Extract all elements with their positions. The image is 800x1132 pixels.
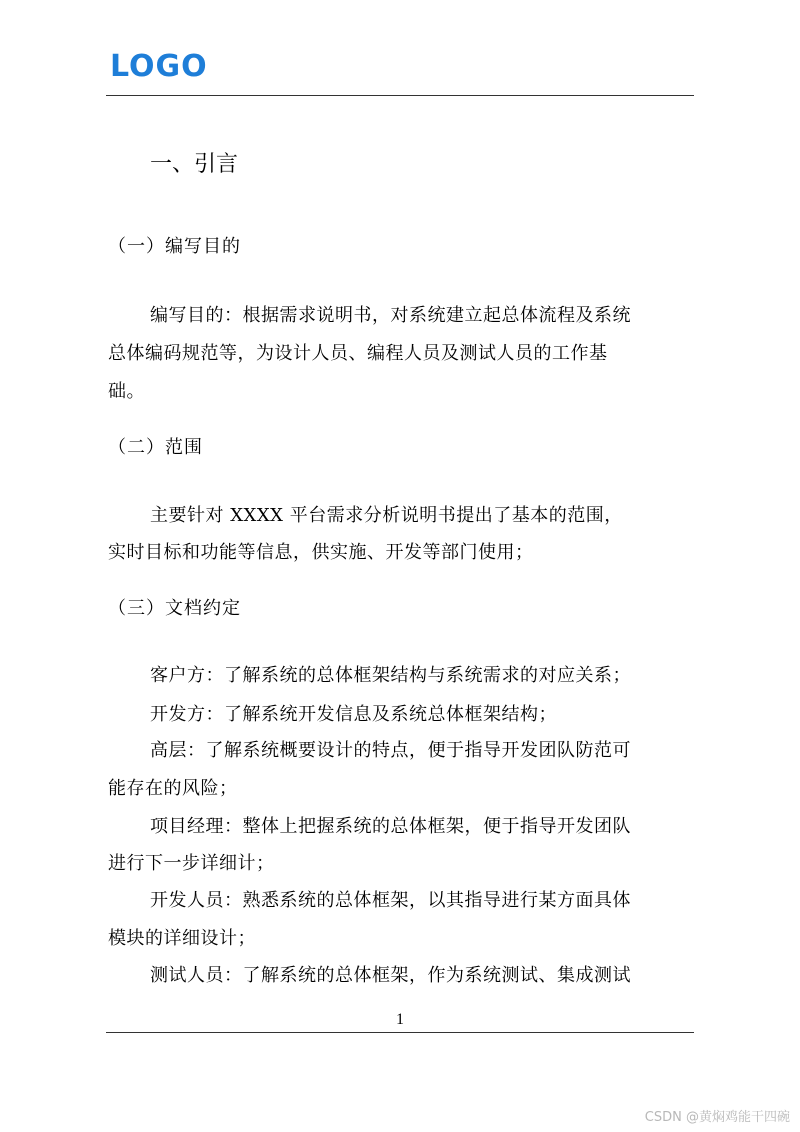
paragraph-line: 高层：了解系统概要设计的特点，便于指导开发团队防范可 <box>150 740 631 761</box>
footer-divider <box>106 1032 694 1033</box>
watermark: CSDN @黄焖鸡能干四碗 <box>644 1110 790 1125</box>
paragraph-line: 实时目标和功能等信息，供实施、开发等部门使用； <box>108 542 534 563</box>
paragraph-line: 开发人员：熟悉系统的总体框架，以其指导进行某方面具体 <box>150 890 631 911</box>
paragraph-line: 编写目的：根据需求说明书，对系统建立起总体流程及系统 <box>150 305 631 326</box>
paragraph-line: 项目经理：整体上把握系统的总体框架，便于指导开发团队 <box>150 816 631 837</box>
paragraph-line: 模块的详细设计； <box>108 928 256 949</box>
paragraph-line: 测试人员：了解系统的总体框架，作为系统测试、集成测试 <box>150 965 631 986</box>
logo: LOGO <box>110 49 208 84</box>
paragraph-line: 客户方：了解系统的总体框架结构与系统需求的对应关系； <box>150 665 631 686</box>
section-heading-scope: （二）范围 <box>108 437 203 458</box>
paragraph-line: 础。 <box>108 381 145 402</box>
section-heading-purpose: （一）编写目的 <box>108 236 241 257</box>
page-number: 1 <box>396 1011 404 1028</box>
section-heading-conventions: （三）文档约定 <box>108 598 241 619</box>
paragraph-line: 开发方：了解系统开发信息及系统总体框架结构； <box>150 704 557 725</box>
paragraph-line: 总体编码规范等，为设计人员、编程人员及测试人员的工作基 <box>108 343 608 364</box>
header-divider <box>106 95 694 96</box>
paragraph-line: 能存在的风险； <box>108 778 238 799</box>
chapter-title: 一、引言 <box>150 152 239 177</box>
paragraph-line: 进行下一步详细计； <box>108 853 275 874</box>
paragraph-line: 主要针对 XXXX 平台需求分析说明书提出了基本的范围， <box>150 505 623 526</box>
